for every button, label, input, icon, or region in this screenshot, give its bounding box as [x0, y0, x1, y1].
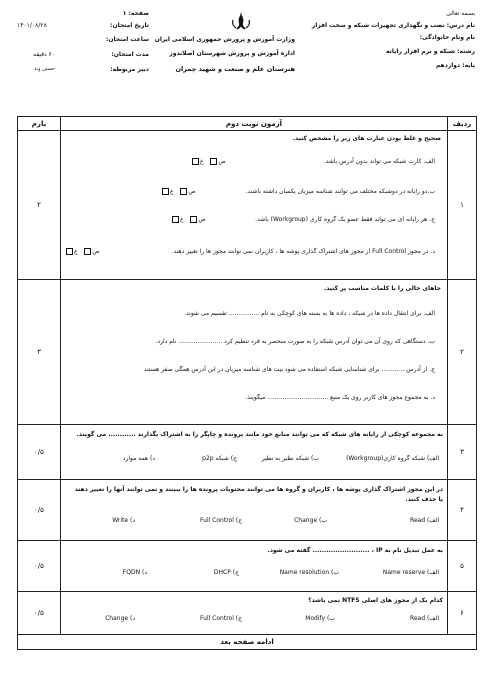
true-label: ص	[198, 216, 206, 223]
q6-option-a[interactable]: الف) Read	[409, 615, 439, 622]
q1-d-options	[65, 248, 100, 255]
true-checkbox[interactable]	[190, 216, 197, 223]
q5-option-d[interactable]: د) FQDN	[122, 569, 147, 576]
q2-item-b: ب. دستگاهی که روی آن می توان آدرس شبکه را به صورت منحصر به فرد تنظیم کرد ....................... نام دارد.	[155, 338, 435, 345]
field-label: رشته: شبکه و نرم افزار رایانه	[385, 48, 475, 55]
question-number: ۲	[448, 280, 477, 425]
q4-text-line-1: در این مجوز اشتراک گذاری پوشه ها ، کاربران و گروه ها می توانند محتویات پرونده ها را ببینند و نمی توانند آنها را تغییر دهند	[74, 486, 443, 493]
question-row-2	[18, 280, 477, 425]
q5-text: به عمل تبدیل نام به IP ، ......................... گفته می شود.	[267, 547, 443, 554]
school-title: هنرستان علم و صنعت و شهید چمران	[175, 65, 295, 73]
true-checkbox[interactable]	[84, 248, 91, 255]
question-score: ۰/۵	[18, 425, 61, 480]
q3-option-c[interactable]: ج) شبکه p2p	[202, 455, 237, 462]
date-label: تاریخ امتحان:	[110, 22, 149, 29]
col-number-header: ردیف	[448, 117, 477, 131]
question-score: ۳	[18, 280, 61, 425]
question-number: ۱	[448, 131, 477, 280]
q3-option-b[interactable]: ب) شبکه نظیر به نظیر	[261, 455, 319, 462]
question-3-body	[61, 425, 448, 480]
question-5-body	[61, 541, 448, 592]
question-score: ۰/۵	[18, 592, 61, 635]
time-label: ساعت امتحان:	[105, 36, 149, 43]
q4-text-line-2: یا حذف کنند.	[405, 496, 443, 503]
false-checkbox[interactable]	[162, 188, 169, 195]
question-6-body	[61, 592, 448, 635]
question-2-body	[61, 280, 448, 425]
false-checkbox[interactable]	[66, 248, 73, 255]
false-label: غ	[180, 216, 184, 223]
table-footer-row	[18, 635, 477, 650]
exam-table	[17, 116, 477, 650]
table-header-row	[18, 117, 477, 131]
duration-value: ۶۰ دقیقه	[33, 51, 55, 58]
question-number: ۳	[448, 425, 477, 480]
false-checkbox[interactable]	[172, 216, 179, 223]
question-1-body	[61, 131, 448, 280]
student-name-label: نام ونام خانوادگی:	[419, 34, 475, 41]
grade-label: پایه: دوازدهم	[435, 62, 475, 69]
q1-item-d: د. در مجوز Full Control از مجوز های اشتراک گذاری پوشه ها ، کاربران نمی توانند مجوز ها را تغییر دهند.	[171, 248, 435, 255]
q2-instruction: جاهای خالی را با کلمات مناسب پر کنید.	[323, 285, 441, 292]
q3-text: به مجموعه کوچکی از رایانه های شبکه که می توانند منابع خود مانند پرونده و چاپگر را به اشتراک بگذارند ............ می گویند.	[76, 431, 443, 438]
false-label: غ	[170, 188, 174, 195]
teacher-label: دبیر مربوطه:	[110, 66, 149, 73]
question-number: ۵	[448, 541, 477, 592]
q1-item-a: الف. کارت شبکه می تواند بدون آدرس باشد.	[323, 158, 435, 165]
question-score: ۲	[18, 131, 61, 280]
q5-option-a[interactable]: الف) Name reserve	[382, 569, 439, 576]
false-label: غ	[200, 158, 204, 165]
q5-option-c[interactable]: ج) DHCP	[213, 569, 239, 576]
question-row-4	[18, 480, 477, 541]
question-row-3	[18, 425, 477, 480]
q3-option-d[interactable]: د) همه موارد	[122, 455, 155, 462]
q1-c-options	[171, 216, 206, 223]
office-title: اداره آموزش و پرورش شهرستان اصلاندوز	[169, 50, 295, 57]
q4-option-d[interactable]: د) Write	[112, 517, 135, 524]
true-checkbox[interactable]	[180, 188, 187, 195]
true-checkbox[interactable]	[210, 158, 217, 165]
q1-b-options	[161, 188, 196, 195]
q1-item-c: ج. هر رایانه ای می تواند فقط عضو یک گروه کاری (Workgroup) باشد.	[255, 216, 435, 223]
page-label: صفحه: ۱	[122, 10, 149, 17]
q2-item-d: د. به مجموع مجوز های کاربر روی یک منبع ................................ میگویند.	[245, 394, 435, 401]
q1-item-b: ب.دو رایانه در دوشبکه مختلف می توانند شناسه میزبان یکسان داشته باشند.	[245, 188, 435, 195]
col-title-header: آزمون نوبت دوم	[61, 117, 448, 131]
iran-emblem-icon	[230, 12, 252, 32]
col-score-header: بارم	[18, 117, 61, 131]
question-row-6	[18, 592, 477, 635]
ministry-title: وزارت آموزش و پرورش جمهوری اسلامی ایران	[154, 36, 295, 43]
q6-option-c[interactable]: ج) Full Control	[200, 615, 242, 622]
q1-instruction: صحیح و غلط بودن عبارت های زیر را مشخص کنید.	[292, 135, 441, 142]
false-label: غ	[74, 248, 78, 255]
exam-page	[17, 8, 477, 692]
question-4-body	[61, 480, 448, 541]
question-number: ۴	[448, 480, 477, 541]
q5-option-b[interactable]: ب) Name resolution	[279, 569, 339, 576]
basmala: بسمه تعالی	[446, 10, 475, 17]
q6-text: کدام یک از مجوز های اصلی NTFS نمی باشد؟	[308, 597, 443, 604]
date-value: ۱۴۰۱/۰۸/۲۸	[17, 22, 47, 29]
q6-option-d[interactable]: د) Change	[105, 615, 135, 622]
duration-label: مدت امتحان:	[111, 51, 149, 58]
continue-next-page: ادامه صفحه بعد	[18, 635, 477, 650]
q4-option-c[interactable]: ج) Full Control	[200, 517, 242, 524]
question-score: ۰/۵	[18, 541, 61, 592]
q4-option-b[interactable]: ب) Change	[294, 517, 327, 524]
true-label: ص	[188, 188, 196, 195]
true-label: ص	[218, 158, 226, 165]
q2-item-a: الف. برای انتقال داده ها در شبکه ، داده ها به بسته های کوچکی به نام ................ تقسیم می شوند.	[184, 310, 435, 317]
exam-header	[17, 8, 477, 110]
q4-option-a[interactable]: الف) Read	[409, 517, 439, 524]
q1-a-options	[191, 158, 226, 165]
q2-item-c: ج. از آدرس ............ برای شناسایی شبکه استفاده می شود بیت های شناسه میزبان در این آدرس همگی صفر هستند	[143, 366, 435, 373]
false-checkbox[interactable]	[192, 158, 199, 165]
question-row-5	[18, 541, 477, 592]
question-row-1	[18, 131, 477, 280]
true-label: ص	[92, 248, 100, 255]
teacher-value: حسین وند	[34, 66, 55, 72]
question-score: ۰/۵	[18, 480, 61, 541]
course-name: نام درس: نصب و نگهداری تجهیزات شبکه و سخت افزار	[311, 22, 475, 29]
question-number: ۶	[448, 592, 477, 635]
q3-option-a[interactable]: الف) شبکه گروه کاری(Workgroup)	[346, 455, 439, 462]
q6-option-b[interactable]: ب) Modify	[305, 615, 335, 622]
